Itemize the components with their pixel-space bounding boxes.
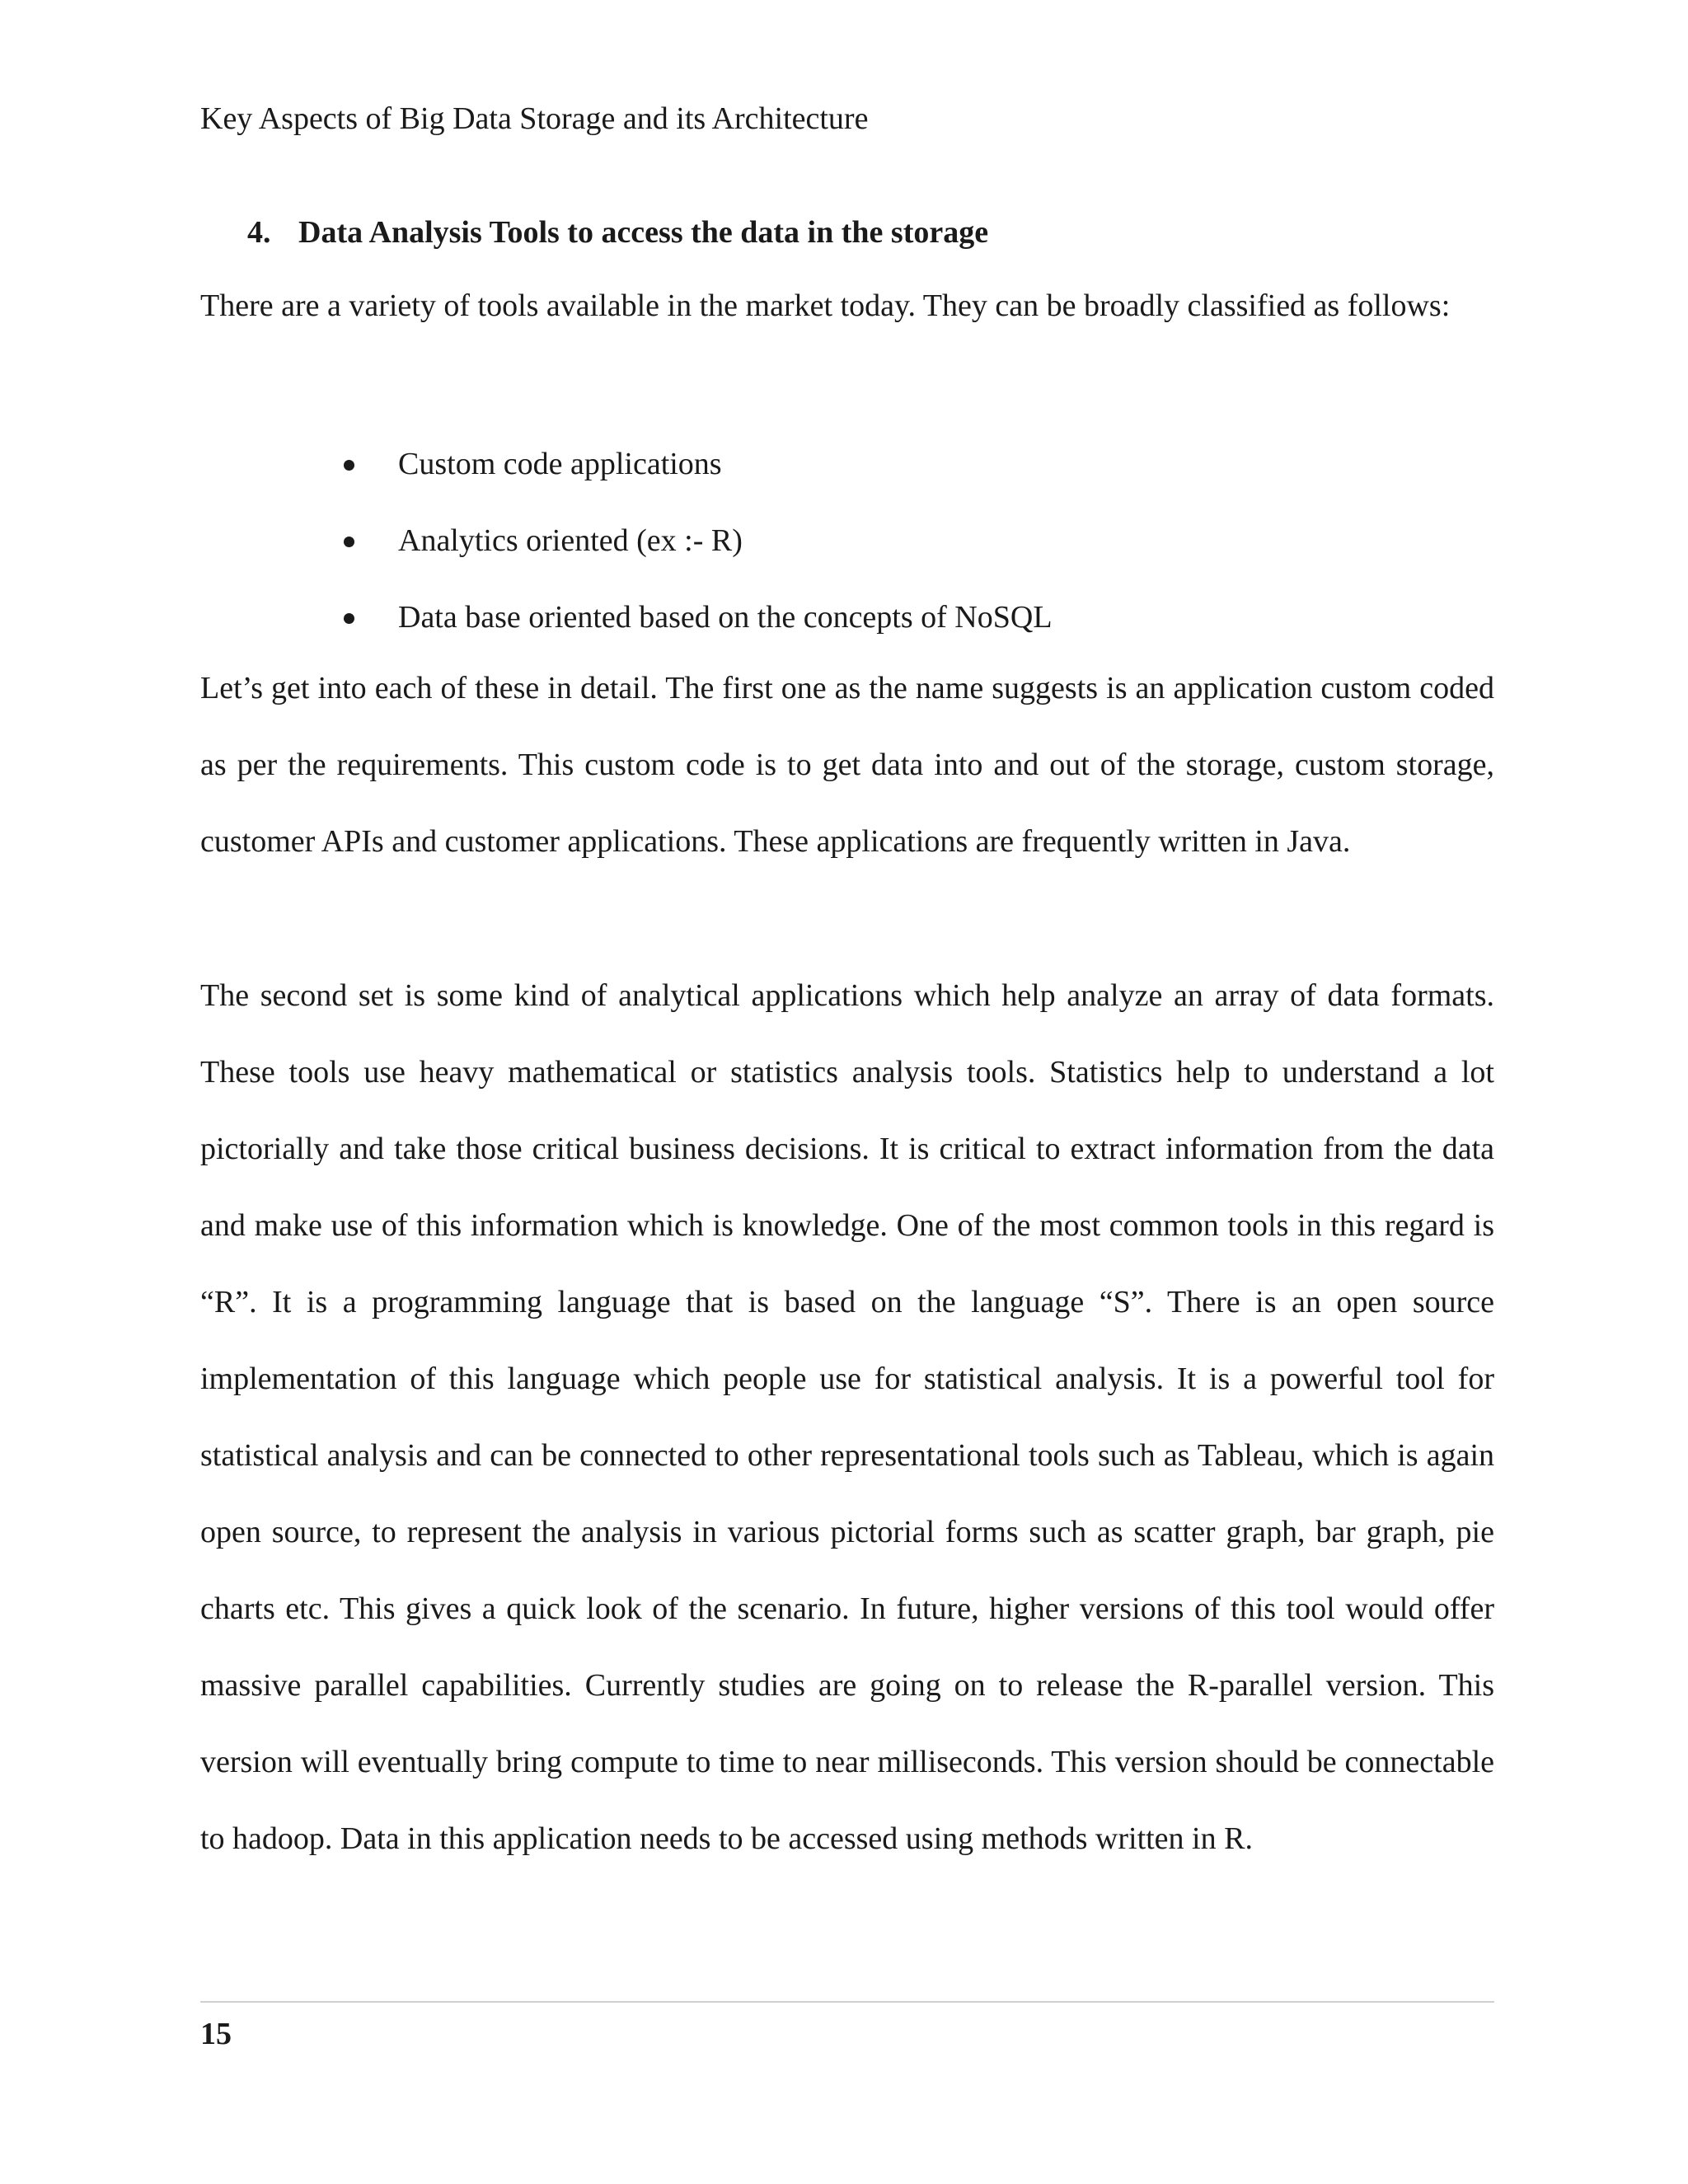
section-heading [247, 209, 988, 255]
tool-category-list [345, 426, 1053, 656]
custom-code-paragraph: Let’s get into each of these in detail. The first one as the name suggests is an application custom coded as per the requirements. This custom code is to get data into and out of the storage, custom storage, customer APIs and customer applications. These applications are frequently written in Java. [200, 671, 1494, 859]
list-item [345, 426, 1053, 503]
page-number: 15 [200, 2017, 232, 2051]
list-item-text: Data base oriented based on the concepts of NoSQL [398, 600, 1053, 635]
list-item-text: Analytics oriented (ex :- R) [398, 523, 743, 558]
intro-paragraph: There are a variety of tools available in the market today. They can be broadly classified as follows: [200, 288, 1451, 323]
list-item [345, 503, 1053, 579]
bullet-icon [344, 537, 354, 547]
list-item-text: Custom code applications [398, 447, 722, 481]
list-item [345, 579, 1053, 656]
running-header: Key Aspects of Big Data Storage and its Architecture [200, 101, 869, 136]
bullet-icon [344, 460, 354, 471]
section-title: Data Analysis Tools to access the data in the storage [298, 215, 989, 250]
analytics-paragraph: The second set is some kind of analytical applications which help analyze an array of data formats. These tools use heavy mathematical or statistics analysis tools. Statistics help to understand a lot pictorially and take those critical business decisions. It is critical to extract information from the data and make use of this information which is knowledge. One of the most common tools in this regard is “R”. It is a programming language that is based on the language “S”. There is an open source implementation of this language which people use for statistical analysis. It is a powerful tool for statistical analysis and can be connected to other representational tools such as Tableau, which is again open source, to represent the analysis in various pictorial forms such as scatter graph, bar graph, pie charts etc. This gives a quick look of the scenario. In future, higher versions of this tool would offer massive parallel capabilities. Currently studies are going on to release the R-parallel version. This version will eventually bring compute to time to near milliseconds. This version should be connectable to hadoop. Data in this application needs to be accessed using methods written in R. [200, 978, 1494, 1856]
section-number: 4. [247, 215, 271, 250]
bullet-icon [344, 613, 354, 624]
footer-divider [200, 2001, 1494, 2003]
